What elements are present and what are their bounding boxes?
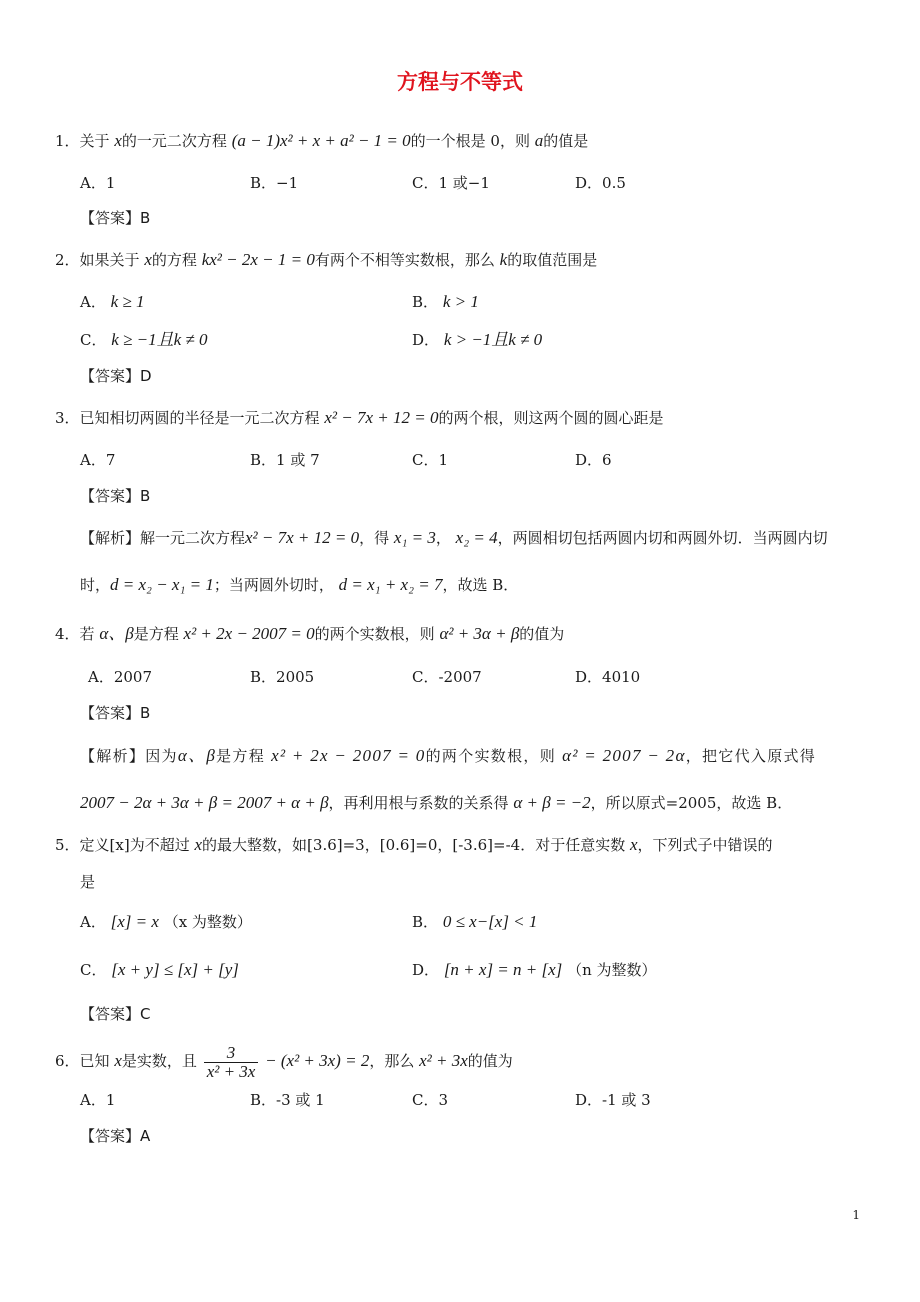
equation: (a − 1)x² + x + a² − 1 = 0 bbox=[231, 131, 411, 150]
explanation-line: 2007 − 2α + 3α + β = 2007 + α + β，再利用根与系数的关系得 α + β = −2，所以原式=2005，故选 B． bbox=[80, 793, 793, 812]
option-c: C．1 bbox=[412, 451, 449, 469]
explanation-line: 【解析】因为α、β是方程 x² + 2x − 2007 = 0的两个实数根，则 α² = 2007 − 2α，把它代入原式得 bbox=[80, 746, 817, 765]
option-a: A． k ≥ 1 bbox=[80, 292, 145, 311]
fraction: $\frac{3}{\text{x² + 3x}}$ bbox=[204, 1044, 259, 1081]
equation: x² + 2x − 2007 = 0 bbox=[183, 624, 315, 643]
option-d: D．-1 或 3 bbox=[575, 1091, 651, 1109]
answer: 【答案】A bbox=[80, 1127, 151, 1145]
option-b: B． 0 ≤ x−[x] < 1 bbox=[412, 912, 538, 931]
explanation-line: 【解析】解一元二次方程x² − 7x + 12 = 0，得 x₁ = 3， x₂ = 4，两圆相切包括两圆内切和两圆外切．当两圆内切 bbox=[80, 528, 828, 547]
option-a: A．1 bbox=[80, 1091, 116, 1109]
answer: 【答案】D bbox=[80, 367, 152, 385]
answer: 【答案】B bbox=[80, 704, 151, 722]
question-1: 1．关于 x的一元二次方程 (a − 1)x² + x + a² − 1 = 0的一个根是 0，则 a的值是 bbox=[55, 131, 589, 150]
answer: 【答案】C bbox=[80, 1005, 151, 1023]
option-c: C．1 或−1 bbox=[412, 174, 490, 192]
option-d: D．0.5 bbox=[575, 174, 626, 192]
option-c: C． k ≥ −1且k ≠ 0 bbox=[80, 330, 208, 349]
question-4: 4．若 α、β是方程 x² + 2x − 2007 = 0的两个实数根，则 α² + 3α + β的值为 bbox=[55, 624, 565, 643]
answer: 【答案】B bbox=[80, 209, 151, 227]
option-c: C．3 bbox=[412, 1091, 449, 1109]
option-a: A．2007 bbox=[88, 668, 153, 686]
equation: kx² − 2x − 1 = 0 bbox=[201, 250, 315, 269]
question-5-continued: 是 bbox=[80, 873, 96, 891]
option-a: A．1 bbox=[80, 174, 116, 192]
option-b: B． k > 1 bbox=[412, 292, 479, 311]
question-6: 6．已知 x是实数，且 $\frac{3}{\text{x² + 3x}}$ − (x² + 3x) = 2，那么 x² + 3x的值为 bbox=[55, 1042, 513, 1081]
option-a: A． [x] = x （x 为整数） bbox=[80, 912, 252, 931]
option-d: D．6 bbox=[575, 451, 612, 469]
option-b: B．−1 bbox=[250, 174, 299, 192]
option-b: B．2005 bbox=[250, 668, 315, 686]
option-d: D． [n + x] = n + [x] （n 为整数） bbox=[412, 960, 657, 979]
option-c: C．-2007 bbox=[412, 668, 482, 686]
page-number: 1 bbox=[852, 1208, 860, 1222]
question-5: 5．定义[x]为不超过 x的最大整数，如[3.6]=3，[0.6]=0，[-3.6]=-4．对于任意实数 x，下列式子中错误的 bbox=[55, 835, 773, 854]
option-c: C． [x + y] ≤ [x] + [y] bbox=[80, 960, 239, 979]
answer: 【答案】B bbox=[80, 487, 151, 505]
option-d: D．4010 bbox=[575, 668, 641, 686]
option-b: B．1 或 7 bbox=[250, 451, 320, 469]
equation: x² − 7x + 12 = 0 bbox=[324, 408, 439, 427]
option-b: B．-3 或 1 bbox=[250, 1091, 325, 1109]
question-3: 3．已知相切两圆的半径是一元二次方程 x² − 7x + 12 = 0的两个根，则这两个圆的圆心距是 bbox=[55, 408, 664, 427]
option-a: A．7 bbox=[80, 451, 116, 469]
option-d: D． k > −1且k ≠ 0 bbox=[412, 330, 543, 349]
explanation-line: 时，d = x₂ − x₁ = 1；当两圆外切时， d = x₁ + x₂ = 7，故选 B． bbox=[80, 575, 519, 594]
question-2: 2．如果关于 x的方程 kx² − 2x − 1 = 0有两个不相等实数根，那么 k的取值范围是 bbox=[55, 250, 598, 269]
page-title: 方程与不等式 bbox=[397, 70, 523, 94]
